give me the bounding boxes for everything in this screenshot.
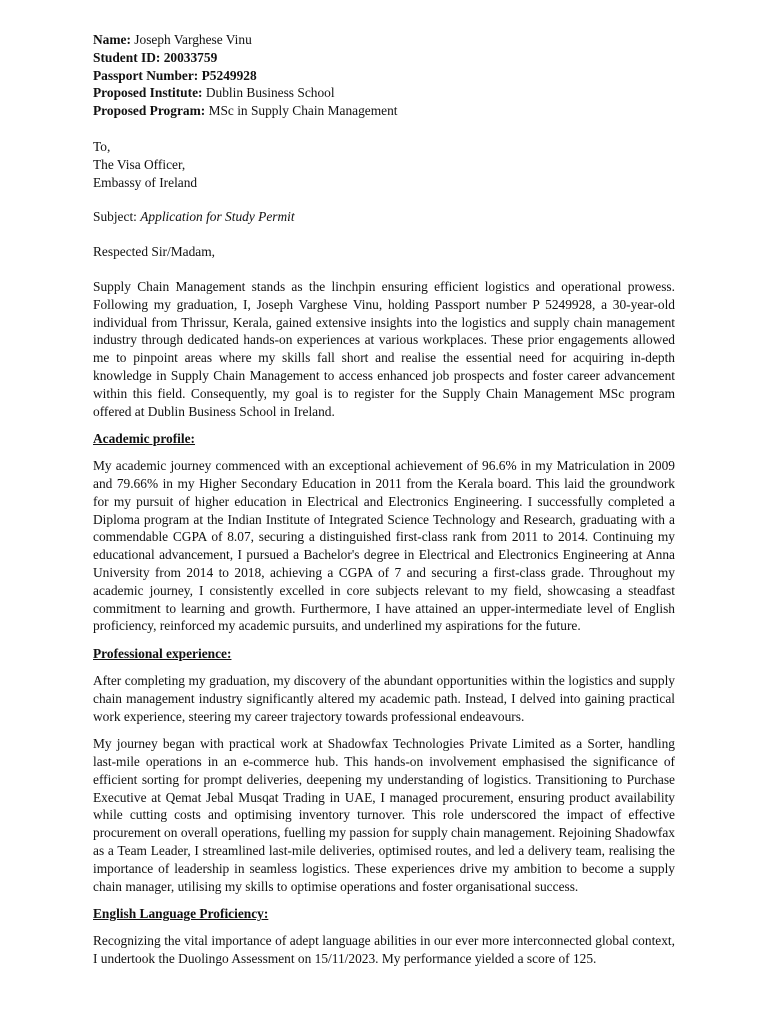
passport-value: P5249928 — [201, 67, 257, 83]
recipient-address — [93, 138, 675, 191]
passport-label: Passport Number: — [93, 67, 199, 83]
salutation: Respected Sir/Madam, — [93, 244, 215, 260]
applicant-details — [93, 31, 675, 120]
institute-line — [93, 84, 675, 102]
subject-text: Application for Study Permit — [140, 209, 295, 225]
institute-label: Proposed Institute: — [93, 85, 203, 101]
institute-value: Dublin Business School — [205, 85, 335, 101]
professional-paragraph-1: After completing my graduation, my discovery of the abundant opportunities within the logistics and supply chain management industry significantly altered my academic path. Instead, I delved into gaining practical work experience, steering my career trajectory towards professional endeavours. — [93, 672, 675, 724]
address-line-1: To, — [93, 138, 111, 154]
name-value: Joseph Varghese Vinu — [134, 32, 252, 47]
academic-paragraph: My academic journey commenced with an exceptional achievement of 96.6% in my Matriculation in 2009 and 79.66% in my Higher Secondary Education in 2011 from the Kerala board. This laid the groundwork for my pursuit of higher education in Electrical and Electronics Engineering. I successfully completed a Diploma program at the Indian Institute of Integrated Science Technology and Research, graduating with a commendable CGPA of 8.07, securing a distinguished first-class rank from 2011 to 2014. Continuing my educational advancement, I pursued a Bachelor's degree in Electrical and Electronics Engineering at Anna University from 2014 to 2018, achieving a CGPA of 7 and securing a first-class grade. Throughout my academic journey, I consistently excelled in core subjects relevant to my field, showcasing a steadfast commitment to learning and growth. Furthermore, I have attained an upper-intermediate level of English proficiency, reinforced my academic pursuits, and underlined my aspirations for the future. — [93, 458, 675, 634]
student-id-label: Student ID: — [93, 49, 161, 65]
letter-page — [93, 31, 675, 968]
student-id-line — [93, 49, 675, 67]
address-line-2: The Visa Officer, — [93, 156, 186, 172]
program-label: Proposed Program: — [93, 103, 206, 119]
passport-line — [93, 67, 675, 85]
program-value: MSc in Supply Chain Management — [208, 103, 398, 119]
subject-label: Subject: — [93, 209, 137, 225]
english-heading: English Language Proficiency: — [93, 906, 269, 922]
name-label: Name: — [93, 32, 131, 47]
program-line — [93, 102, 675, 120]
name-line — [93, 31, 675, 49]
academic-heading: Academic profile: — [93, 431, 196, 447]
professional-heading: Professional experience: — [93, 646, 232, 662]
professional-paragraph-2: My journey began with practical work at Shadowfax Technologies Private Limited as a Sorter, handling last-mile operations in an e-commerce hub. This hands-on involvement emphasised the significance of efficient sorting for prompt deliveries, deepening my understanding of logistics. Transitioning to Purchase Executive at Qemat Jebal Musqat Trading in UAE, I managed procurement, ensuring product availability while cutting costs and optimising inventory turnover. This role underscored the impact of effective procurement on overall operations, fuelling my passion for supply chain management. Rejoining Shadowfax as a Team Leader, I streamlined last-mile deliveries, optimised routes, and led a delivery team, realising the importance of leadership in seamless logistics. These experiences drive my ambition to become a supply chain manager, utilising my skills to optimise operations and foster organisational success. — [93, 736, 675, 894]
intro-paragraph: Supply Chain Management stands as the linchpin ensuring efficient logistics and operational prowess. Following my graduation, I, Joseph Varghese Vinu, holding Passport number P 5249928, a 30-year-old individual from Thrissur, Kerala, gained extensive insights into the logistics and supply chain management industry through dedicated hands-on experiences at various workplaces. These prior engagements allowed me to pinpoint areas where my skills fall short and realise the essential need for acquiring in-depth knowledge in Supply Chain Management to access enhanced job prospects and foster career advancement within this field. Consequently, my goal is to register for the Supply Chain Management MSc program offered at Dublin Business School in Ireland. — [93, 278, 675, 419]
english-paragraph: Recognizing the vital importance of adept language abilities in our ever more interconnected global context, I undertook the Duolingo Assessment on 15/11/2023. My performance yielded a score of 125. — [93, 933, 675, 967]
address-line-3: Embassy of Ireland — [93, 174, 198, 190]
student-id-value: 20033759 — [163, 49, 218, 65]
subject-line — [93, 208, 675, 226]
